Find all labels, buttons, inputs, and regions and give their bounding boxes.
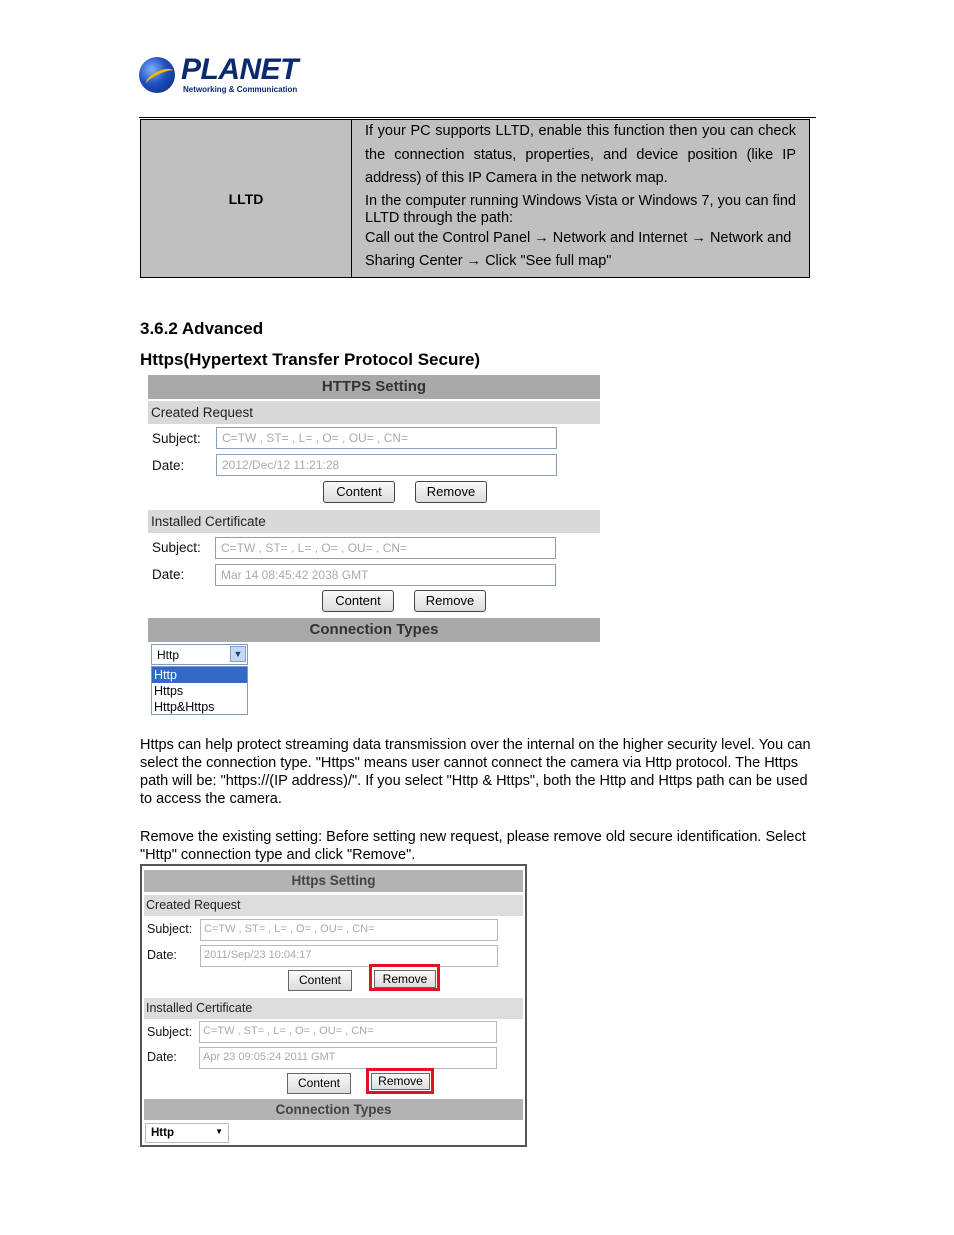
sub-heading: Https(Hypertext Transfer Protocol Secure) bbox=[140, 350, 481, 369]
connection-type-select[interactable] bbox=[145, 1123, 229, 1143]
date-label: Date: bbox=[147, 1050, 177, 1064]
chevron-down-icon[interactable]: ▼ bbox=[230, 646, 246, 662]
subject-label: Subject: bbox=[152, 540, 201, 555]
paragraph-remove-instructions: Remove the existing setting: Before setting new request, please remove old secure identification. Select "Http" connection type and click "Remove". bbox=[140, 829, 806, 863]
connection-type-select[interactable] bbox=[151, 644, 248, 665]
chevron-down-icon[interactable]: ▼ bbox=[215, 1127, 223, 1136]
subject-label: Subject: bbox=[147, 1025, 193, 1039]
panel-title: Https Setting bbox=[144, 870, 523, 892]
lltd-desc-p2: In the computer running Windows Vista or Windows 7, you can find LLTD through the path: bbox=[365, 192, 796, 226]
installed-subject-field[interactable]: C=TW , ST= , L= , O= , OU= , CN= bbox=[215, 537, 556, 559]
created-content-button[interactable]: Content bbox=[288, 970, 352, 991]
installed-certificate-header: Installed Certificate bbox=[144, 998, 523, 1019]
section-heading: 3.6.2 Advanced bbox=[140, 319, 264, 338]
brand-name: PLANET bbox=[181, 53, 298, 86]
https-setting-panel bbox=[148, 375, 600, 717]
created-remove-button[interactable]: Remove bbox=[374, 970, 436, 988]
subject-label: Subject: bbox=[147, 922, 193, 936]
created-request-header: Created Request bbox=[148, 401, 600, 424]
installed-date-field[interactable]: Apr 23 09:05:24 2011 GMT bbox=[199, 1047, 497, 1069]
lltd-desc-p1: If your PC supports LLTD, enable this function then you can check the connection status, properties, and device position (like IP address) of this IP Camera in the network map. bbox=[365, 123, 796, 186]
installed-certificate-header: Installed Certificate bbox=[148, 510, 600, 533]
created-subject-field[interactable]: C=TW , ST= , L= , O= , OU= , CN= bbox=[216, 427, 557, 449]
subject-label: Subject: bbox=[152, 431, 201, 446]
created-request-header: Created Request bbox=[144, 895, 523, 916]
created-remove-button[interactable]: Remove bbox=[415, 481, 487, 503]
select-value: Http bbox=[151, 1127, 174, 1139]
installed-remove-button[interactable]: Remove bbox=[414, 590, 486, 612]
brand-tagline: Networking & Communication bbox=[183, 85, 298, 94]
installed-subject-field[interactable]: C=TW , ST= , L= , O= , OU= , CN= bbox=[199, 1021, 497, 1043]
installed-date-field[interactable]: Mar 14 08:45:42 2038 GMT bbox=[215, 564, 556, 586]
select-value: Http bbox=[157, 648, 180, 662]
created-content-button[interactable]: Content bbox=[323, 481, 395, 503]
date-label: Date: bbox=[152, 567, 185, 582]
option-https[interactable]: Https bbox=[154, 684, 184, 698]
installed-remove-button[interactable]: Remove bbox=[371, 1073, 430, 1090]
created-date-field[interactable]: 2012/Dec/12 11:21:28 bbox=[216, 454, 557, 476]
planet-logo bbox=[139, 55, 299, 97]
installed-content-button[interactable]: Content bbox=[287, 1073, 351, 1094]
connection-types-header: Connection Types bbox=[144, 1099, 523, 1120]
date-label: Date: bbox=[147, 948, 177, 962]
installed-content-button[interactable]: Content bbox=[322, 590, 394, 612]
paragraph-https-description: Https can help protect streaming data transmission over the internal on the higher security level. You can select the connection type. "Https" means user cannot connect the camera via Http protocol. The Https path will be: "https://(IP address)/". If you select "Http & Https", both the Http and Https path can be used to access the camera. bbox=[140, 737, 811, 807]
option-http-https[interactable]: Http&Https bbox=[154, 700, 215, 714]
connection-type-options bbox=[151, 666, 248, 715]
connection-types-header: Connection Types bbox=[148, 618, 600, 642]
panel-title: HTTPS Setting bbox=[148, 375, 600, 399]
lltd-desc-p3: Call out the Control Panel → Network and Internet → Network and Sharing Center → Click "See full map" bbox=[365, 229, 792, 269]
option-http[interactable]: Http bbox=[152, 667, 247, 683]
https-setting-screenshot-2 bbox=[140, 864, 527, 1147]
date-label: Date: bbox=[152, 458, 185, 473]
lltd-table bbox=[140, 119, 810, 278]
lltd-description bbox=[352, 120, 809, 277]
header-divider bbox=[139, 117, 816, 118]
created-subject-field[interactable]: C=TW , ST= , L= , O= , OU= , CN= bbox=[200, 919, 498, 941]
created-date-field[interactable]: 2011/Sep/23 10:04:17 bbox=[200, 945, 498, 967]
lltd-label: LLTD bbox=[141, 120, 352, 277]
